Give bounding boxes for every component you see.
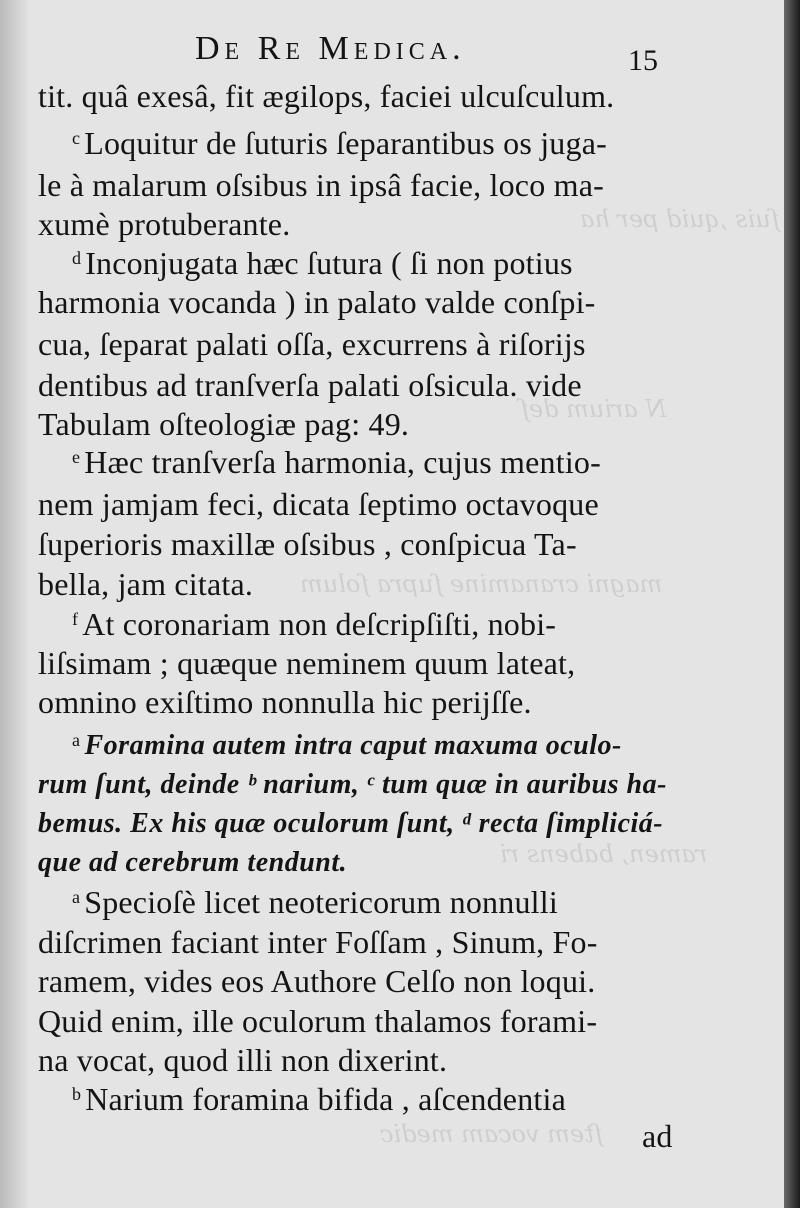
text-line: xumè protuberante. xyxy=(38,206,291,242)
show-through: ramen, babens ri xyxy=(500,840,708,868)
note-marker: d xyxy=(72,248,82,268)
text-line: $^d$ Inconjugata hæc ſutura ( ſi non potius xyxy=(72,245,573,281)
note-marker: e xyxy=(72,447,81,467)
text-line: Quid enim, ille oculorum thalamos forami- xyxy=(38,1003,598,1039)
note-marker: a xyxy=(72,730,81,750)
text-line: bella, jam citata. xyxy=(38,566,254,602)
show-through: ſtem vocam medic xyxy=(380,1120,603,1148)
note-marker: a xyxy=(72,887,81,907)
text-line: dentibus ad tranſverſa palati oſsicula. vide xyxy=(38,367,582,403)
note-marker: c xyxy=(72,128,81,148)
quoted-text-line: $^a$ Foramina autem intra caput maxuma oculo- xyxy=(72,730,622,761)
text-line: nem jamjam feci, dicata ſeptimo octavoque xyxy=(38,486,599,522)
note-marker: f xyxy=(72,609,79,629)
gutter-shadow xyxy=(0,0,30,1208)
text-line: $^c$ Loquitur de ſuturis ſeparantibus os juga- xyxy=(72,125,607,161)
text-line: tit. quâ exesâ, fit ægilops, faciei ulcuſculum. xyxy=(38,78,615,114)
text-line: omnino exiſtimo nonnulla hic perijſſe. xyxy=(38,684,532,720)
show-through: magni cranamine ſupra ſolum xyxy=(300,570,663,598)
running-title: De Re Medica. xyxy=(195,30,466,67)
text-line: $^e$ Hæc tranſverſa harmonia, cujus mentio- xyxy=(72,444,601,480)
note-marker: b xyxy=(72,1084,82,1104)
text-line: Tabulam oſteologiæ pag: 49. xyxy=(38,406,410,442)
text-line: diſcrimen faciant inter Foſſam , Sinum, Fo- xyxy=(38,924,598,960)
text-line: cua, ſeparat palati oſſa, excurrens à riſorijs xyxy=(38,326,586,362)
show-through: ſuis ,quid per ha xyxy=(580,205,780,233)
text-line: $^a$ Specioſè licet neotericorum nonnulli xyxy=(72,884,558,920)
page-edge xyxy=(784,0,800,1208)
text-line: $^b$ Narium foramina bifida , aſcendentia xyxy=(72,1081,566,1117)
text-line: liſsimam ; quæque neminem quum lateat, xyxy=(38,645,576,681)
text-line: ramem, vides eos Authore Celſo non loqui. xyxy=(38,963,596,999)
quoted-text-line: bemus. Ex his quæ oculorum ſunt, ᵈ recta ſimpliciá- xyxy=(38,808,664,839)
page-number: 15 xyxy=(628,44,658,77)
text-line: na vocat, quod illi non dixerint. xyxy=(38,1042,448,1078)
catchword: ad xyxy=(642,1118,673,1154)
text-line: harmonia vocanda ) in palato valde conſpi- xyxy=(38,284,596,320)
quoted-text-line: rum ſunt, deinde ᵇ narium, ᶜ tum quæ in auribus ha- xyxy=(38,769,667,800)
text-line: ſuperioris maxillæ oſsibus , conſpicua Ta- xyxy=(38,526,577,562)
show-through: N arium deſ xyxy=(520,395,667,423)
quoted-text-line: que ad cerebrum tendunt. xyxy=(38,847,348,878)
text-line: $^f$ At coronariam non deſcripſiſti, nobi- xyxy=(72,606,557,642)
text-line: le à malarum oſsibus in ipsâ facie, loco ma- xyxy=(38,167,604,203)
